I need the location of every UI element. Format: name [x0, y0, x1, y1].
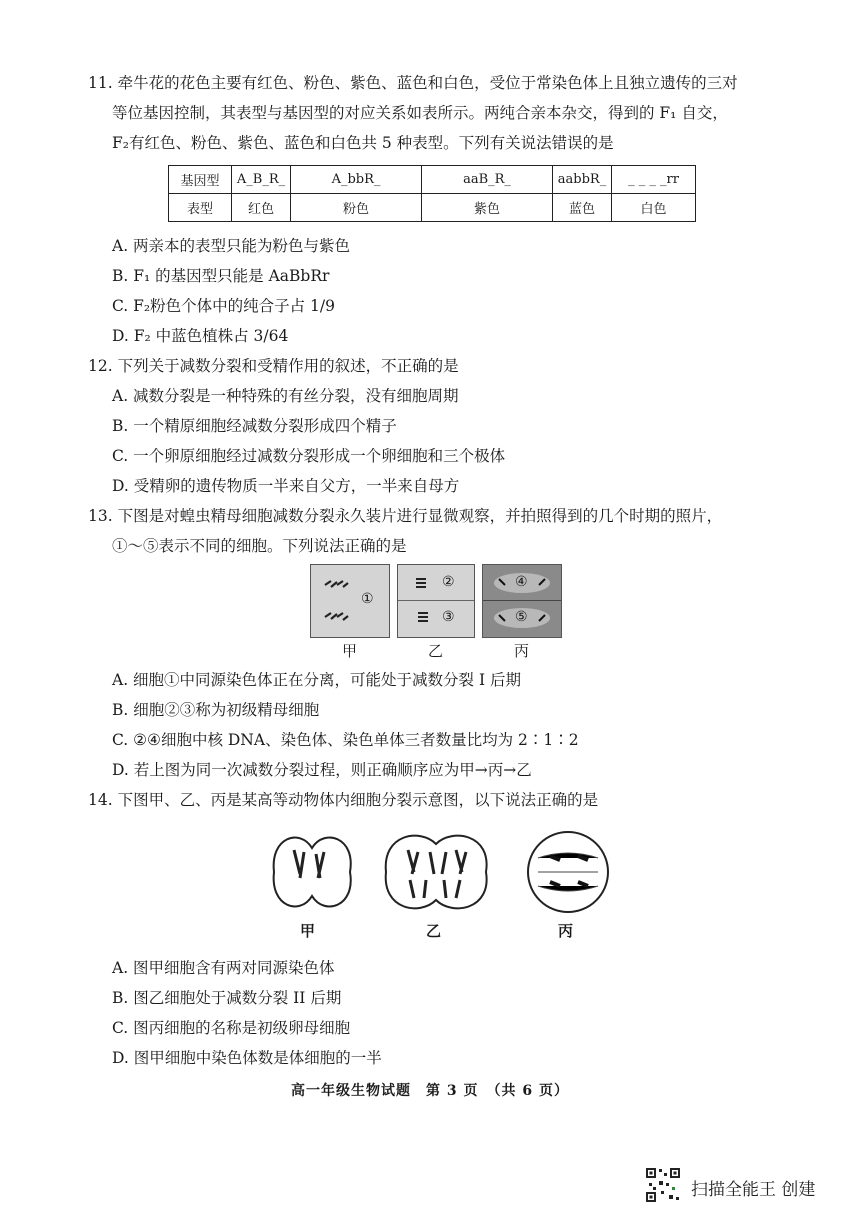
table-cell: 表型 [169, 194, 232, 222]
table-cell: _ _ _ _rr [612, 166, 696, 194]
cell-label-5: ⑤ [515, 609, 528, 625]
q12-option-c: C. 一个卵原细胞经过减数分裂形成一个卵细胞和三个极体 [112, 447, 506, 465]
q12-stem: 12. 下列关于减数分裂和受精作用的叙述，不正确的是 [88, 357, 459, 375]
table-cell: aabbR_ [553, 166, 612, 194]
q14-option-a: A. 图甲细胞含有两对同源染色体 [112, 959, 335, 977]
q14-option-d: D. 图甲细胞中染色体数是体细胞的一半 [112, 1049, 382, 1067]
figure-label-yi: 乙 [428, 642, 444, 660]
q13-option-b: B. 细胞②③称为初级精母细胞 [112, 701, 320, 719]
watermark-text: 扫描全能王 创建 [691, 1180, 816, 1200]
table-cell: 粉色 [291, 194, 422, 222]
cell-label-4: ④ [515, 574, 528, 590]
cell-chromosomes-image [311, 565, 389, 637]
figure-label-jia: 甲 [300, 922, 316, 940]
table-cell: A_B_R_ [232, 166, 291, 194]
q11-stem-line1: 11. 牵牛花的花色主要有红色、粉色、紫色、蓝色和白色，受位于常染色体上且独立遗传的三对 [88, 74, 738, 92]
q12-option-d: D. 受精卵的遗传物质一半来自父方，一半来自母方 [112, 477, 460, 495]
figure-label-jia: 甲 [342, 642, 358, 660]
q14-option-c: C. 图丙细胞的名称是初级卵母细胞 [112, 1019, 351, 1037]
cell-division-diagram [260, 822, 620, 940]
q14-stem: 14. 下图甲、乙、丙是某高等动物体内细胞分裂示意图，以下说法正确的是 [88, 791, 599, 809]
q13-option-a: A. 细胞①中同源染色体正在分离，可能处于减数分裂 I 后期 [112, 671, 522, 689]
genotype-phenotype-table [168, 165, 696, 222]
q14-option-b: B. 图乙细胞处于减数分裂 II 后期 [112, 989, 342, 1007]
table-cell: A_bbR_ [291, 166, 422, 194]
table-cell: aaB_R_ [422, 166, 553, 194]
q11-option-a: A. 两亲本的表型只能为粉色与紫色 [112, 237, 351, 255]
qr-code-icon [645, 1167, 681, 1203]
q11-stem-line2: 等位基因控制，其表型与基因型的对应关系如表所示。两纯合亲本杂交，得到的 F₁ 自交， [112, 104, 728, 122]
q11-option-d: D. F₂ 中蓝色植株占 3/64 [112, 327, 289, 345]
table-cell: 基因型 [169, 166, 232, 194]
table-cell: 红色 [232, 194, 291, 222]
q11-stem-line3: F₂有红色、粉色、紫色、蓝色和白色共 5 种表型。下列有关说法错误的是 [112, 134, 614, 152]
q13-stem-line2: ①～⑤表示不同的细胞。下列说法正确的是 [112, 537, 407, 555]
page-footer: 高一年级生物试题 第 3 页 （共 6 页） [291, 1083, 569, 1099]
cell-label-2: ② [442, 574, 455, 590]
scanner-watermark [645, 1167, 860, 1207]
q13-stem-line1: 13. 下图是对蝗虫精母细胞减数分裂永久装片进行显微观察，并拍照得到的几个时期的照片， [88, 507, 723, 525]
figure-label-bing: 丙 [558, 922, 574, 940]
micrograph-figure [310, 564, 560, 664]
micrograph-jia [310, 564, 390, 638]
cell-division-image [260, 822, 620, 922]
cell-label-1: ① [361, 591, 374, 607]
table-cell: 紫色 [422, 194, 553, 222]
figure-label-yi: 乙 [426, 922, 442, 940]
micrograph-yi [397, 564, 475, 638]
table-row [169, 166, 696, 194]
figure-label-bing: 丙 [514, 642, 530, 660]
cell-label-3: ③ [442, 609, 455, 625]
q13-option-d: D. 若上图为同一次减数分裂过程，则正确顺序应为甲→丙→乙 [112, 761, 532, 779]
micrograph-bing [482, 564, 562, 638]
q12-option-a: A. 减数分裂是一种特殊的有丝分裂，没有细胞周期 [112, 387, 459, 405]
cell-chromosomes-image [398, 565, 474, 637]
q13-option-c: C. ②④细胞中核 DNA、染色体、染色单体三者数量比均为 2∶1∶2 [112, 731, 579, 749]
table-cell: 蓝色 [553, 194, 612, 222]
q11-option-c: C. F₂粉色个体中的纯合子占 1/9 [112, 297, 336, 315]
table-cell: 白色 [612, 194, 696, 222]
q11-option-b: B. F₁ 的基因型只能是 AaBbRr [112, 267, 330, 285]
q12-option-b: B. 一个精原细胞经减数分裂形成四个精子 [112, 417, 397, 435]
table-row [169, 194, 696, 222]
